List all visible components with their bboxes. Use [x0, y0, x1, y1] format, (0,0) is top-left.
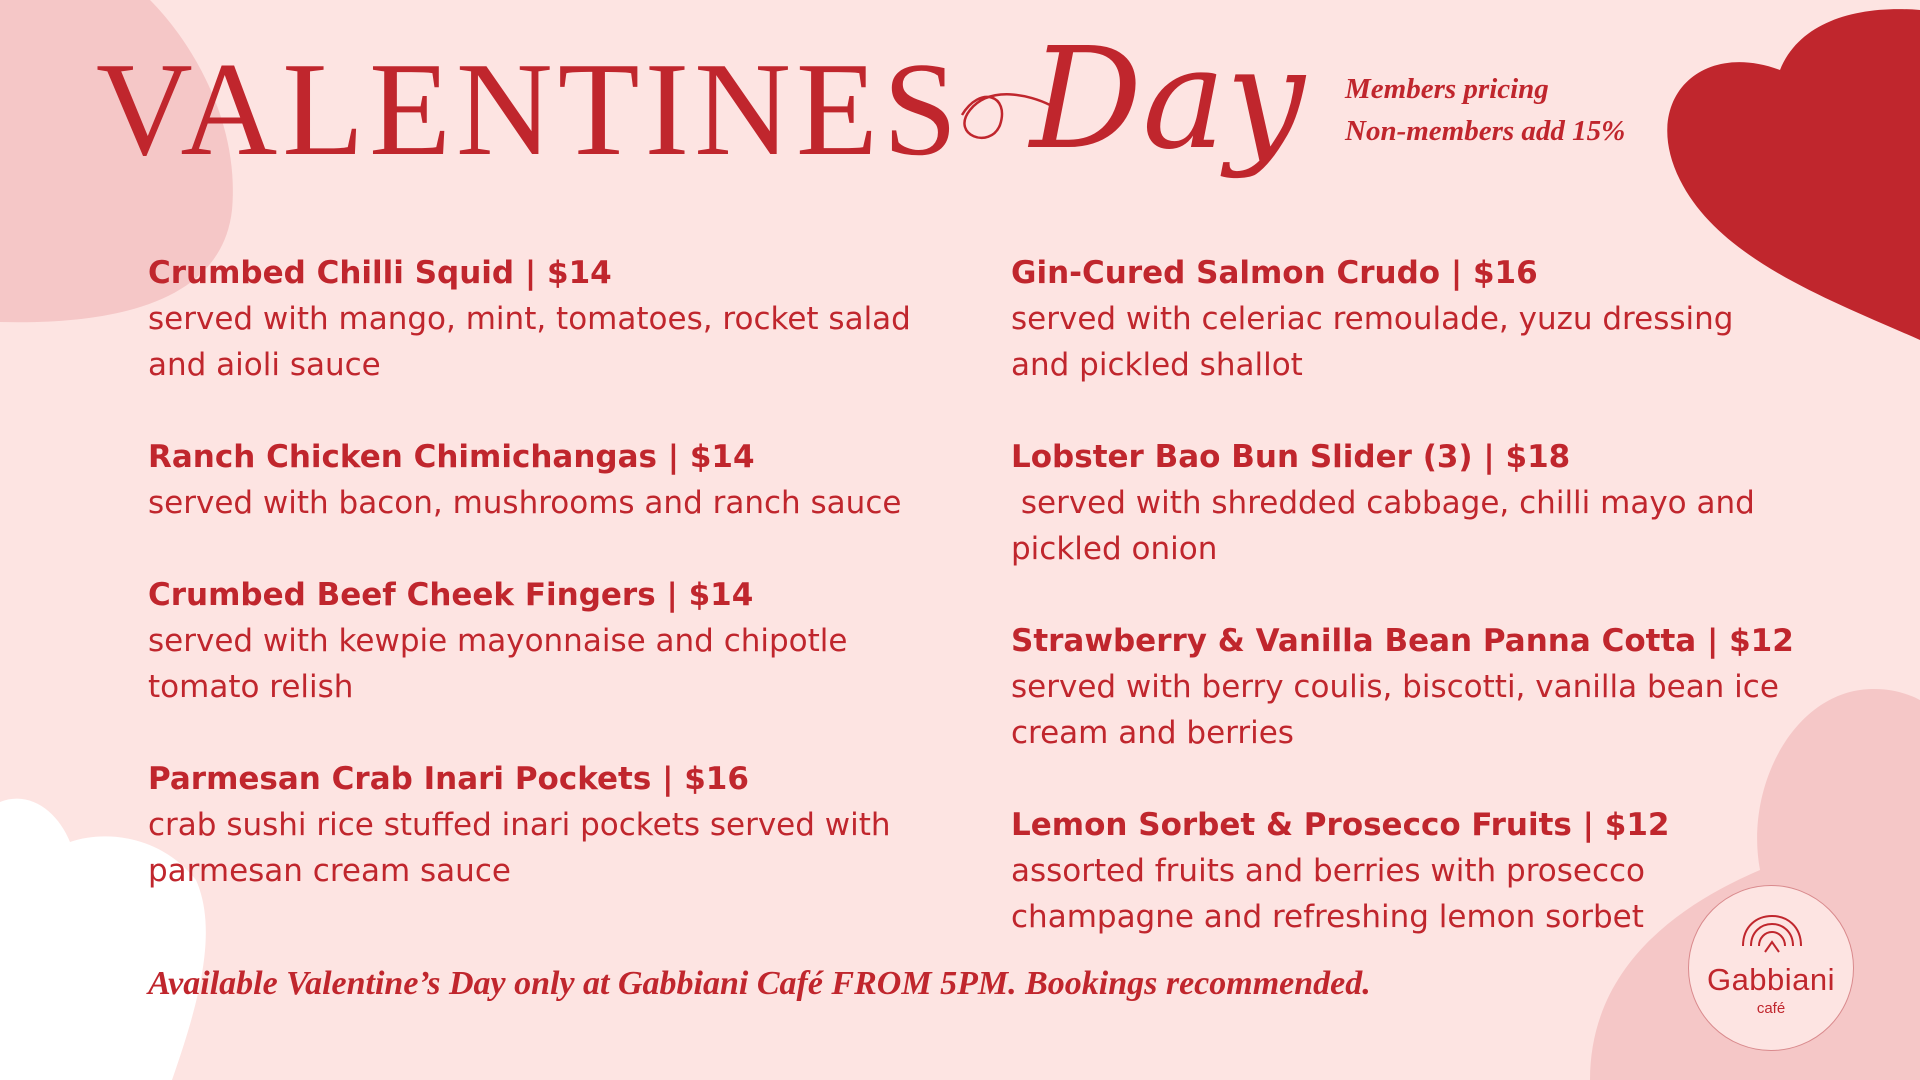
item-desc: served with berry coulis, biscotti, vanilla bean ice: [1011, 669, 1779, 705]
item-desc: served with kewpie mayonnaise and chipotle: [148, 623, 848, 659]
item-desc: assorted fruits and berries with prosecco: [1011, 853, 1646, 889]
menu-item: [148, 756, 928, 894]
item-desc: and pickled shallot: [1011, 347, 1303, 383]
item-name: Ranch Chicken Chimichangas | $14: [148, 439, 755, 475]
shell-icon: [1737, 912, 1807, 956]
menu-item: [1011, 618, 1811, 756]
logo-name: Gabbiani: [1706, 962, 1836, 997]
item-desc: served with celeriac remoulade, yuzu dressing: [1011, 301, 1734, 337]
item-desc: cream and berries: [1011, 715, 1294, 751]
item-name: Gin-Cured Salmon Crudo | $16: [1011, 255, 1538, 291]
pricing-non-members: Non-members add 15%: [1345, 115, 1626, 147]
menu-item: [1011, 434, 1811, 572]
item-name: Lemon Sorbet & Prosecco Fruits | $12: [1011, 807, 1670, 843]
item-desc: parmesan cream sauce: [148, 853, 511, 889]
script-day: Day: [1030, 18, 1305, 181]
item-desc: tomato relish: [148, 669, 354, 705]
item-desc: served with mango, mint, tomatoes, rocket salad: [148, 301, 911, 337]
item-desc: crab sushi rice stuffed inari pockets served with: [148, 807, 891, 843]
item-name: Parmesan Crab Inari Pockets | $16: [148, 761, 749, 797]
menu-item: [148, 250, 928, 388]
menu-item: [148, 572, 928, 710]
pricing-note: [1345, 68, 1625, 152]
item-desc: champagne and refreshing lemon sorbet: [1011, 899, 1644, 935]
logo-sub: café: [1756, 1000, 1786, 1017]
menu-item: [1011, 802, 1811, 940]
gabbiani-logo: [1688, 885, 1854, 1051]
item-desc: pickled onion: [1011, 531, 1218, 567]
footer-note: Available Valentine’s Day only at Gabbiani Café FROM 5PM. Bookings recommended.: [148, 965, 1371, 1002]
item-name: Crumbed Beef Cheek Fingers | $14: [148, 577, 754, 613]
item-name: Strawberry & Vanilla Bean Panna Cotta | $12: [1011, 623, 1794, 659]
item-desc: served with bacon, mushrooms and ranch sauce: [148, 485, 902, 521]
item-desc: served with shredded cabbage, chilli mayo and: [1011, 485, 1755, 521]
menu-item: [1011, 250, 1811, 388]
pricing-members: Members pricing: [1345, 73, 1549, 105]
item-desc: and aioli sauce: [148, 347, 381, 383]
page-title: VALENTINES: [96, 35, 963, 183]
menu-item: [148, 434, 928, 526]
item-name: Crumbed Chilli Squid | $14: [148, 255, 612, 291]
item-name: Lobster Bao Bun Slider (3) | $18: [1011, 439, 1571, 475]
